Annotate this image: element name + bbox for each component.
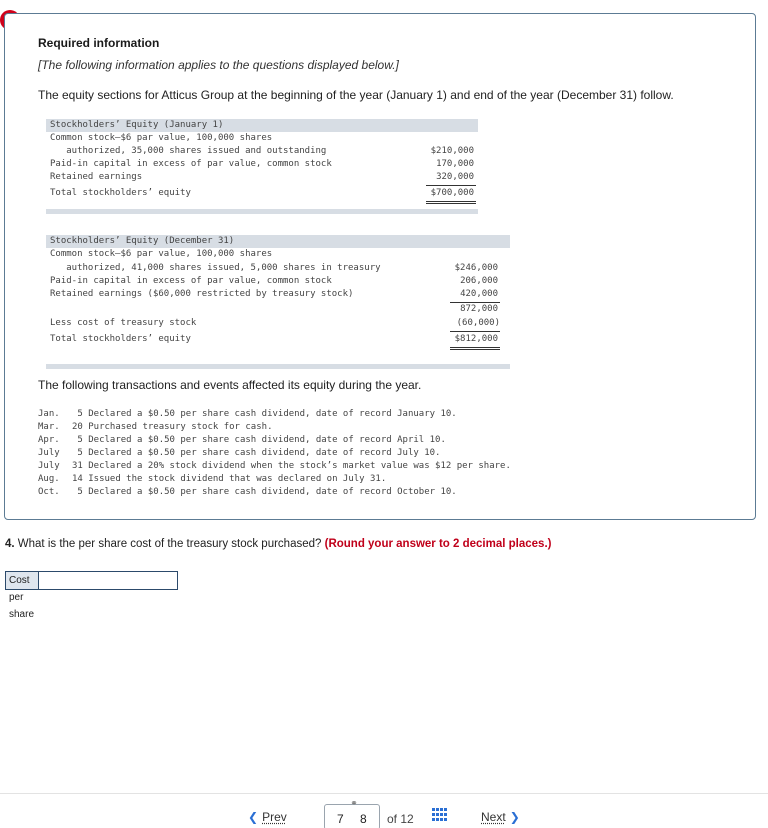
page-previous-number[interactable]: 7 (337, 812, 344, 826)
table-row: Common stock—$6 par value, 100,000 shares (50, 133, 273, 143)
total-double-rule (426, 201, 476, 204)
grid-icon[interactable] (432, 808, 446, 822)
table-row: Paid-in capital in excess of par value, common stock 206,000 (50, 276, 498, 286)
navigation-footer (0, 793, 768, 828)
page-selector[interactable] (324, 798, 380, 828)
subtotal-rule (426, 185, 476, 186)
question-text (5, 538, 551, 550)
answer-row (5, 571, 178, 620)
page-total: of 12 (387, 812, 414, 826)
table-row: Common stock—$6 par value, 100,000 shares (50, 249, 273, 259)
next-button[interactable]: Next ❯ (481, 810, 520, 824)
table-header: Stockholders’ Equity (January 1) (46, 119, 478, 132)
transactions-intro: The following transactions and events affected its equity during the year. (38, 378, 422, 392)
subtotal-rule (450, 331, 500, 332)
table-header: Stockholders’ Equity (December 31) (46, 235, 510, 248)
required-information-panel: Required information [The following information applies to the questions displayed below.] The equity sections for Atticus Group at the beginning of the year (January 1) and end of the year (December 31) follow. Stockholders’ Equity (January 1) Common stock—$6 par value, 100,000 shares authorized, 35,000 shares issued and outstanding $210,000 Paid-in capital in excess of par value, common stock 170,000 Retained earnings 320,000 Total stockholders’ equity $700,000 Stockholders’ Equity (December 31) Common stock—$6 par value, 100,000 shares authorized, 41,000 shares issued, 5,000 shares in treasury $246,000 Paid-in capital in excess of par value, common stock 206,000 Retained earnings ($60,000 restricted by treasury stock) 420,000 872,000 Less cost of treasury stock (60,000) Total stockholders’ equity $812,000 The following transactions and events affected its equity during the year. Jan. 5 Declared a $0.50 per share cash dividend, date of record January 10. Mar. 20 Purchased treasury stock for cash. Apr. 5 Declared a $0.50 per share cash dividend, date of record April 10. July 5 Declared a $0.50 per share cash dividend, date of record July 10. July 31 Declared a 20% stock dividend when the stock’s market value was $12 per share. Aug. 14 Issued the stock dividend that was declared on July 31. Oct. 5 Declared a $0.50 per share cash dividend, date of record October 10. (4, 13, 756, 520)
table-row: Retained earnings 320,000 (50, 172, 474, 182)
question-number: 4. (5, 538, 15, 550)
page-current-number: 8 (360, 812, 367, 826)
info-note: [The following information applies to the questions displayed below.] (38, 58, 399, 72)
table-footer-bar (46, 364, 510, 369)
chevron-left-icon: ❮ (248, 810, 259, 824)
table-row: Total stockholders’ equity $812,000 (50, 334, 498, 344)
table-footer-bar (46, 209, 478, 214)
question-rounding-note: (Round your answer to 2 decimal places.) (324, 538, 552, 550)
cost-per-share-input[interactable] (39, 572, 177, 589)
info-title: Required information (38, 36, 160, 50)
total-double-rule (450, 347, 500, 350)
table-row: authorized, 41,000 shares issued, 5,000 shares in treasury $246,000 (50, 263, 498, 273)
table-row: Total stockholders’ equity $700,000 (50, 188, 474, 198)
info-intro: The equity sections for Atticus Group at the beginning of the year (January 1) and end of the year (December 31) follow. (38, 88, 674, 102)
table-row: Retained earnings ($60,000 restricted by treasury stock) 420,000 (50, 289, 498, 299)
link-icon: ⚭ (350, 798, 358, 808)
table-row: Less cost of treasury stock (60,000) (50, 318, 500, 328)
table-row: Paid-in capital in excess of par value, common stock 170,000 (50, 159, 474, 169)
table-row: authorized, 35,000 shares issued and outstanding $210,000 (50, 146, 474, 156)
table-row: 872,000 (460, 304, 498, 314)
cost-per-share-label: Cost per share (6, 572, 39, 589)
chevron-right-icon: ❯ (509, 810, 520, 824)
question-body: What is the per share cost of the treasury stock purchased? (14, 538, 325, 550)
prev-button[interactable]: ❮ Prev (248, 810, 287, 824)
